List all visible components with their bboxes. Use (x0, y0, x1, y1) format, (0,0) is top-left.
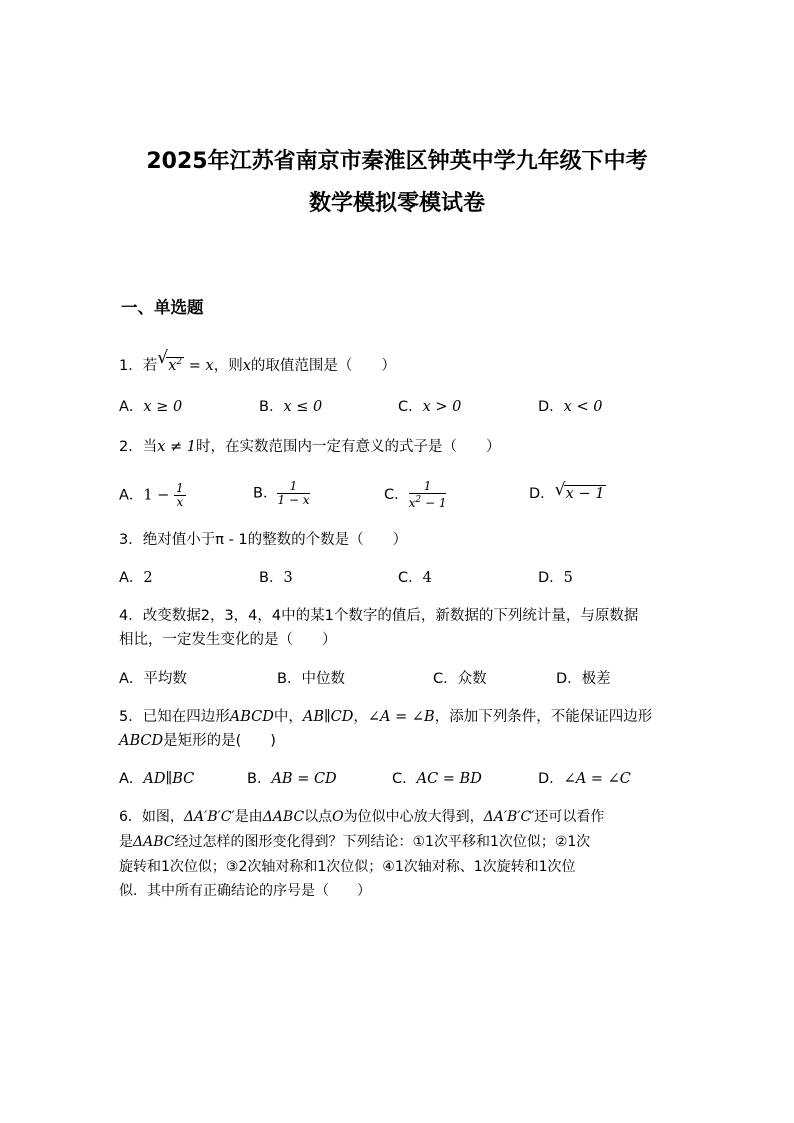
option-d[interactable]: D．∠A = ∠C (538, 771, 631, 787)
option-d[interactable]: D．极差 (556, 671, 611, 687)
question-2: 2．当x ≠ 1时，在实数范围内一定有意义的式子是（ ） (119, 439, 501, 455)
option-d[interactable]: D．x < 0 (538, 399, 603, 415)
option-d[interactable]: D． √ x − 1 (529, 480, 605, 502)
option-a[interactable]: A．平均数 (119, 671, 187, 687)
option-a[interactable]: A．AD∥BC (119, 771, 195, 787)
question-6-line3: 旋转和1次位似；③2次轴对称和1次位似；④1次轴对称、1次旋转和1次位 (119, 859, 576, 875)
option-c[interactable]: C．AC = BD (392, 771, 482, 787)
question-6-line2: 是ΔABC经过怎样的图形变化得到？下列结论：①1次平移和1次位似；②1次 (119, 834, 591, 850)
question-4-line1: 4．改变数据2，3，4，4中的某1个数字的值后，新数据的下列统计量，与原数据 (119, 608, 639, 624)
option-a[interactable]: A．2 (119, 570, 153, 586)
document-title-line2: 数学模拟零模试卷 (308, 191, 485, 216)
document-title-line1: 2025年江苏省南京市秦淮区钟英中学九年级下中考 (146, 149, 648, 174)
option-c[interactable]: C．x > 0 (398, 399, 462, 415)
question-3: 3．绝对值小于π - 1的整数的个数是（ ） (119, 532, 408, 548)
option-b[interactable]: B．3 (259, 570, 293, 586)
option-c[interactable]: C． $\frac{1}{x^2 - 1}$ (384, 479, 447, 510)
question-6-line4: 似．其中所有正确结论的序号是（ ） (119, 883, 371, 899)
option-d[interactable]: D．5 (538, 570, 573, 586)
question-4-line2: 相比，一定发生变化的是（ ） (119, 632, 337, 648)
question-5-line1: 5．已知在四边形ABCD中，AB∥CD，∠A = ∠B，添加下列条件，不能保证四边形 (119, 709, 653, 725)
option-c[interactable]: C．4 (398, 570, 432, 586)
option-b[interactable]: B．中位数 (277, 671, 345, 687)
option-a[interactable]: A．x ≥ 0 (119, 399, 183, 415)
question-5-line2: ABCD是矩形的是( ) (119, 733, 276, 749)
sqrt-expression: √ $x^2$ (157, 348, 183, 374)
option-b[interactable]: B．x ≤ 0 (259, 399, 323, 415)
option-c[interactable]: C．众数 (433, 671, 487, 687)
option-b[interactable]: B． $\frac{1}{1 - x}$ (253, 479, 310, 507)
question-6-line1: 6．如图，ΔA′B′C′是由ΔABC以点O为位似中心放大得到，ΔA′B′C′还可以看作 (119, 809, 605, 825)
option-b[interactable]: B．AB = CD (247, 771, 337, 787)
question-1: 1．若 √ $x^2 = x$，则x的取值范围是（ ） (119, 348, 396, 374)
option-a[interactable]: A．1 − $\frac{1}{x}$ (119, 481, 184, 509)
section-heading: 一、单选题 (121, 298, 204, 317)
